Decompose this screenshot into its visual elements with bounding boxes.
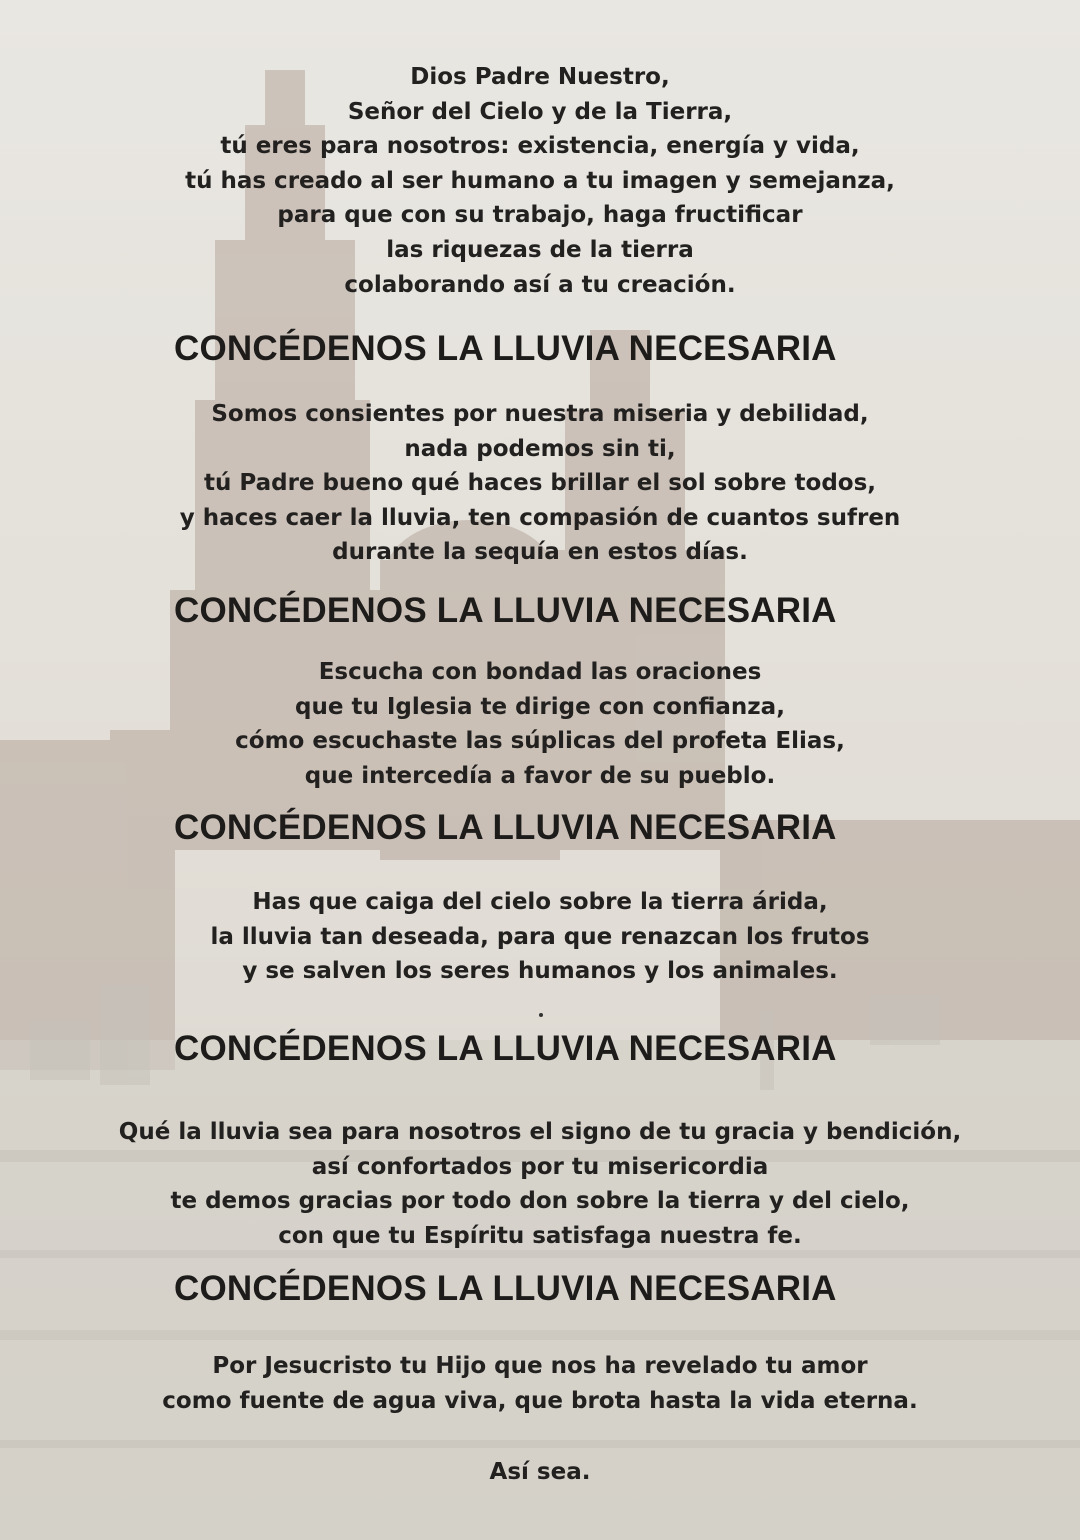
prayer-stanza-5 [0, 1115, 1080, 1253]
prayer-line: Escucha con bondad las oraciones [318, 659, 762, 685]
prayer-stanza-4 [0, 885, 1080, 989]
refrain-heading: CONCÉDENOS LA LLUVIA NECESARIA [174, 1029, 837, 1068]
prayer-line: la lluvia tan deseada, para que renazcan los frutos [210, 923, 870, 950]
prayer-line: Has que caiga del cielo sobre la tierra árida, [252, 889, 828, 915]
prayer-line: Señor del Cielo y de la Tierra, [347, 98, 733, 125]
prayer-line: para que con su trabajo, haga fructificar [277, 202, 803, 229]
prayer-line: las riquezas de la tierra [386, 236, 694, 263]
prayer-line: tú Padre bueno qué haces brillar el sol sobre todos, [203, 470, 877, 497]
refrain-heading: CONCÉDENOS LA LLUVIA NECESARIA [174, 591, 837, 630]
prayer-line: Qué la lluvia sea para nosotros el signo de tu gracia y bendición, [118, 1119, 962, 1145]
prayer-line: Somos consientes por nuestra miseria y debilidad, [211, 401, 869, 427]
prayer-line: durante la sequía en estos días. [332, 539, 748, 566]
prayer-line: tú has creado al ser humano a tu imagen y semejanza, [185, 167, 895, 194]
prayer-stanza-2 [0, 397, 1080, 570]
prayer-line: tú eres para nosotros: existencia, energía y vida, [220, 133, 860, 160]
prayer-stanza-6 [0, 1349, 1080, 1418]
prayer-stanza-3 [0, 655, 1080, 793]
prayer-line: y se salven los seres humanos y los animales. [242, 958, 838, 985]
prayer-line: Así sea. [489, 1459, 591, 1485]
prayer-line: y haces caer la lluvia, ten compasión de cuantos sufren [179, 504, 901, 531]
refrain-heading: CONCÉDENOS LA LLUVIA NECESARIA [174, 808, 837, 847]
prayer-line: Por Jesucristo tu Hijo que nos ha revelado tu amor [212, 1353, 868, 1379]
prayer-line: que intercedía a favor de su pueblo. [304, 762, 776, 789]
prayer-line: que tu Iglesia te dirige con confianza, [295, 693, 785, 720]
stray-dot [539, 1013, 543, 1017]
prayer-stanza-1 [0, 60, 1080, 302]
prayer-line: nada podemos sin ti, [404, 435, 676, 462]
closing-amen [0, 1455, 1080, 1490]
prayer-line: Dios Padre Nuestro, [410, 64, 670, 90]
prayer-line: colaborando así a tu creación. [344, 271, 736, 298]
prayer-line: te demos gracias por todo don sobre la tierra y del cielo, [170, 1188, 910, 1215]
prayer-line: así confortados por tu misericordia [311, 1153, 769, 1180]
prayer-line: cómo escuchaste las súplicas del profeta Elias, [235, 728, 845, 755]
refrain-heading: CONCÉDENOS LA LLUVIA NECESARIA [174, 329, 837, 368]
refrain-heading: CONCÉDENOS LA LLUVIA NECESARIA [174, 1269, 837, 1308]
prayer-line: con que tu Espíritu satisfaga nuestra fe. [278, 1222, 802, 1249]
prayer-line: como fuente de agua viva, que brota hasta la vida eterna. [162, 1387, 918, 1414]
